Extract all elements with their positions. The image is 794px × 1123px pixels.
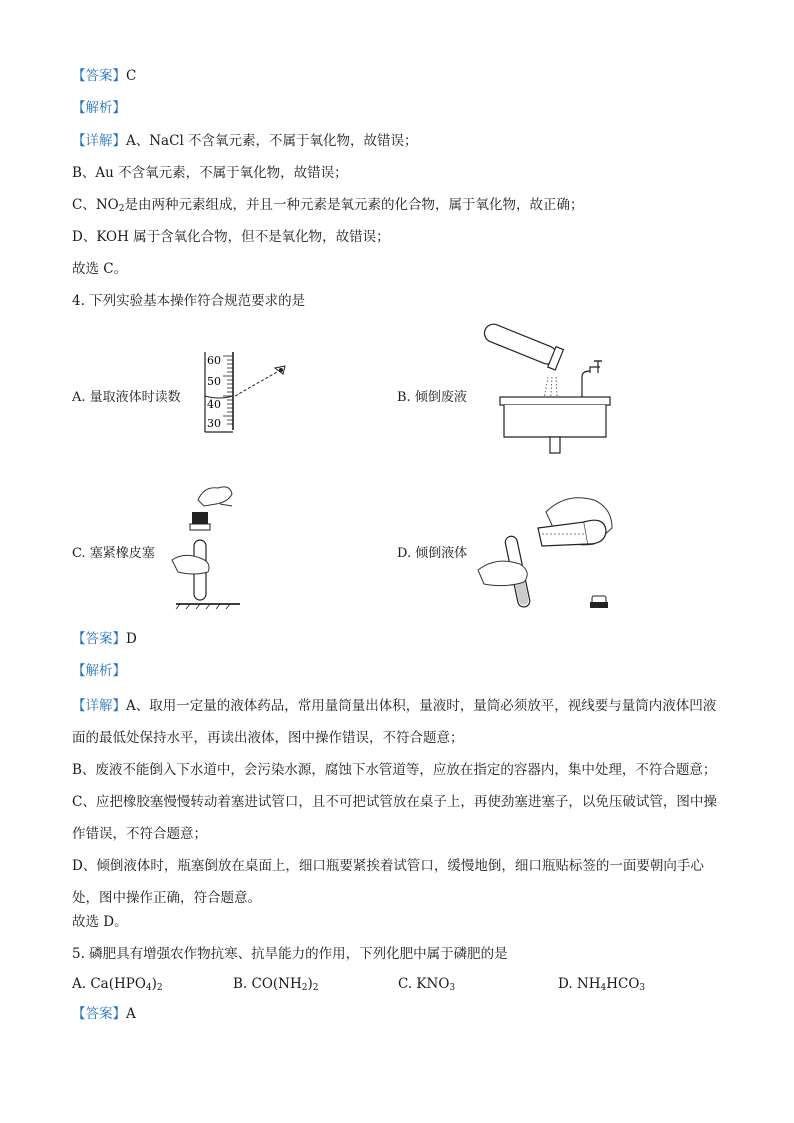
detail-tag: 【详解】 xyxy=(72,698,126,714)
tick-50: 50 xyxy=(207,375,221,388)
answer-value: D xyxy=(126,631,137,647)
opt-c-pre: C. KNO xyxy=(398,976,450,992)
q5-option-c xyxy=(398,976,455,993)
q4-option-a-label: A. 量取液体时读数 xyxy=(72,390,181,405)
answer-value: C xyxy=(126,68,137,84)
pouring-liquid-figure xyxy=(476,484,626,614)
measuring-cylinder-figure xyxy=(195,350,305,434)
sink-pouring-figure xyxy=(480,325,620,455)
q4-answer xyxy=(72,629,137,649)
tick-60: 60 xyxy=(207,354,221,367)
q3-conclusion: 故选 C。 xyxy=(72,261,128,277)
q4-stem: 4. 下列实验基本操作符合规范要求的是 xyxy=(72,293,306,309)
line-c-post: 是由两种元素组成，并且一种元素是氧元素的化合物，属于氧化物，故正确； xyxy=(124,197,584,213)
q3-line-c xyxy=(72,195,583,219)
q3-line-b: B、Au 不含氧元素，不属于氧化物，故错误； xyxy=(72,165,348,181)
opt-b-sub2: 2 xyxy=(312,983,319,993)
q5-stem: 5. 磷肥具有增强农作物抗寒、抗旱能力的作用，下列化肥中属于磷肥的是 xyxy=(72,946,508,962)
opt-a-pre: A. Ca(HPO xyxy=(72,976,146,992)
q4-option-c-label: C. 塞紧橡皮塞 xyxy=(72,546,155,561)
q4-conclusion: 故选 D。 xyxy=(72,914,128,930)
detail-tag: 【详解】 xyxy=(72,133,126,149)
detail-text: A、取用一定量的液体药品，常用量筒量出体积，量液时，量筒必须放平，视线要与量筒内液体凹液面的最低处保持水平，再读出液体，图中操作错误，不符合题意； xyxy=(72,698,717,746)
detail-text: A、NaCl 不含氧元素，不属于氧化物，故错误； xyxy=(126,133,418,149)
opt-d-mid: HCO xyxy=(606,976,640,992)
opt-b-mid: ) xyxy=(307,976,313,992)
opt-a-sub2: 2 xyxy=(156,983,163,993)
q3-detail-a xyxy=(72,131,418,151)
q4-analysis-tag xyxy=(72,661,126,681)
opt-b-pre: B. CO(NH xyxy=(233,976,302,992)
tick-40: 40 xyxy=(207,398,221,411)
line-c-pre: C、NO xyxy=(72,197,119,213)
opt-d-sub1: 4 xyxy=(600,983,607,993)
q5-option-b xyxy=(233,976,319,993)
tick-30: 30 xyxy=(207,417,221,430)
q4-line-b: B、废液不能倒入下水道中，会污染水源，腐蚀下水管道等，应放在指定的容器内，集中处理，不符合题意； xyxy=(72,762,717,778)
answer-tag: 【答案】 xyxy=(72,631,126,647)
q4-option-b-label: B. 倾倒废液 xyxy=(397,390,467,405)
opt-a-mid: ) xyxy=(151,976,157,992)
q5-answer xyxy=(72,1004,136,1024)
answer-value: A xyxy=(126,1006,136,1022)
q3-line-d: D、KOH 属于含氧化合物，但不是氧化物，故错误； xyxy=(72,229,390,245)
answer-tag: 【答案】 xyxy=(72,1006,126,1022)
analysis-tag: 【解析】 xyxy=(72,663,126,679)
q4-detail-a xyxy=(72,690,722,754)
analysis-tag: 【解析】 xyxy=(72,100,126,116)
stopper-figure xyxy=(170,482,270,610)
q3-answer xyxy=(72,66,136,86)
opt-a-sub1: 4 xyxy=(145,983,152,993)
q5-option-d xyxy=(558,976,645,993)
q4-option-d-label: D. 倾倒液体 xyxy=(397,546,468,561)
q4-line-d: D、倾倒液体时，瓶塞倒放在桌面上，细口瓶要紧挨着试管口，缓慢地倒，细口瓶贴标签的一面要朝向手心处，图中操作正确，符合题意。 xyxy=(72,858,704,906)
answer-tag: 【答案】 xyxy=(72,68,126,84)
q3-analysis-tag xyxy=(72,98,126,118)
opt-b-sub1: 2 xyxy=(301,983,308,993)
q5-option-a xyxy=(72,976,163,993)
opt-d-sub2: 3 xyxy=(639,983,646,993)
line-c-sub: 2 xyxy=(118,204,125,214)
opt-c-sub: 3 xyxy=(449,983,456,993)
opt-d-pre: D. NH xyxy=(558,976,601,992)
q4-line-c: C、应把橡胶塞慢慢转动着塞进试管口，且不可把试管放在桌子上，再使劲塞进塞子，以免压破试管，图中操作错误，不符合题意； xyxy=(72,794,717,842)
